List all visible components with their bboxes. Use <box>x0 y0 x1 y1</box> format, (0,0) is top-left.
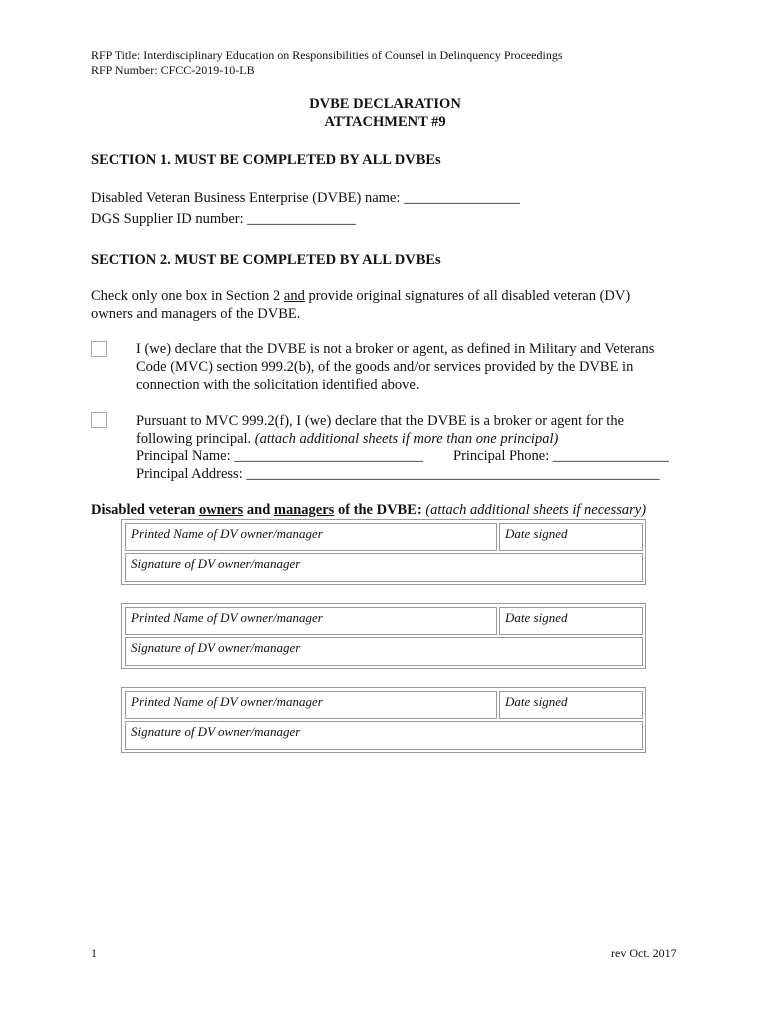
signature-block <box>121 687 646 753</box>
page-number: 1 <box>91 946 97 960</box>
owners-label-post: of the DVBE: <box>334 502 426 518</box>
option2-line2-note: (attach additional sheets if more than one principal) <box>254 431 559 447</box>
owners-label-note: (attach additional sheets if necessary) <box>425 502 647 518</box>
option1-line2: Code (MVC) section 999.2(b), of the goods and/or services provided by the DVBE in <box>136 359 634 375</box>
document-subtitle: ATTACHMENT #9 <box>324 114 446 130</box>
supplier-id-field[interactable]: DGS Supplier ID number: _______________ <box>91 211 357 227</box>
owners-label-pre: Disabled veteran <box>91 502 199 518</box>
rfp-number: RFP Number: CFCC-2019-10-LB <box>91 63 255 77</box>
instr-pre: Check only one box in Section 2 <box>91 288 284 304</box>
owners-label <box>91 502 646 519</box>
rfp-title: RFP Title: Interdisciplinary Education on Responsibilities of Counsel in Delinquency Proceedings <box>91 48 563 62</box>
option2-line2 <box>136 431 558 448</box>
option1-checkbox[interactable] <box>91 341 107 357</box>
option1-line1: I (we) declare that the DVBE is not a broker or agent, as defined in Military and Veterans <box>136 341 655 357</box>
signature-field[interactable]: Signature of DV owner/manager <box>125 721 643 750</box>
option2-line1: Pursuant to MVC 999.2(f), I (we) declare that the DVBE is a broker or agent for the <box>136 413 625 429</box>
owners-word: owners <box>198 502 244 518</box>
signature-field[interactable]: Signature of DV owner/manager <box>125 553 643 582</box>
date-signed-field[interactable]: Date signed <box>499 523 643 551</box>
option2-checkbox[interactable] <box>91 412 107 428</box>
section2-instructions <box>91 288 630 305</box>
principal-address-field[interactable]: Principal Address: _________________________________________________________ <box>136 466 660 482</box>
date-signed-field[interactable]: Date signed <box>499 607 643 635</box>
section2-heading: SECTION 2. MUST BE COMPLETED BY ALL DVBEs <box>91 252 441 268</box>
printed-name-field[interactable]: Printed Name of DV owner/manager <box>125 691 497 719</box>
signature-block <box>121 603 646 669</box>
document-title: DVBE DECLARATION <box>309 96 461 112</box>
instr-and: and <box>283 288 305 304</box>
principal-name-field[interactable]: Principal Name: __________________________ <box>136 448 423 464</box>
option1-line3: connection with the solicitation identified above. <box>136 377 420 393</box>
revision-date: rev Oct. 2017 <box>611 946 677 960</box>
option2-line2-text: following principal. <box>136 431 255 447</box>
printed-name-field[interactable]: Printed Name of DV owner/manager <box>125 523 497 551</box>
instr-post: provide original signatures of all disabled veteran (DV) <box>304 288 631 304</box>
signature-block <box>121 519 646 585</box>
printed-name-field[interactable]: Printed Name of DV owner/manager <box>125 607 497 635</box>
signature-field[interactable]: Signature of DV owner/manager <box>125 637 643 666</box>
principal-phone-field[interactable]: Principal Phone: ________________ <box>453 448 669 464</box>
section1-heading: SECTION 1. MUST BE COMPLETED BY ALL DVBEs <box>91 152 441 168</box>
managers-word: managers <box>273 502 335 518</box>
date-signed-field[interactable]: Date signed <box>499 691 643 719</box>
dvbe-name-field[interactable]: Disabled Veteran Business Enterprise (DVBE) name: ________________ <box>91 190 521 206</box>
section2-instructions-line2: owners and managers of the DVBE. <box>91 306 301 322</box>
owners-and: and <box>243 502 274 518</box>
